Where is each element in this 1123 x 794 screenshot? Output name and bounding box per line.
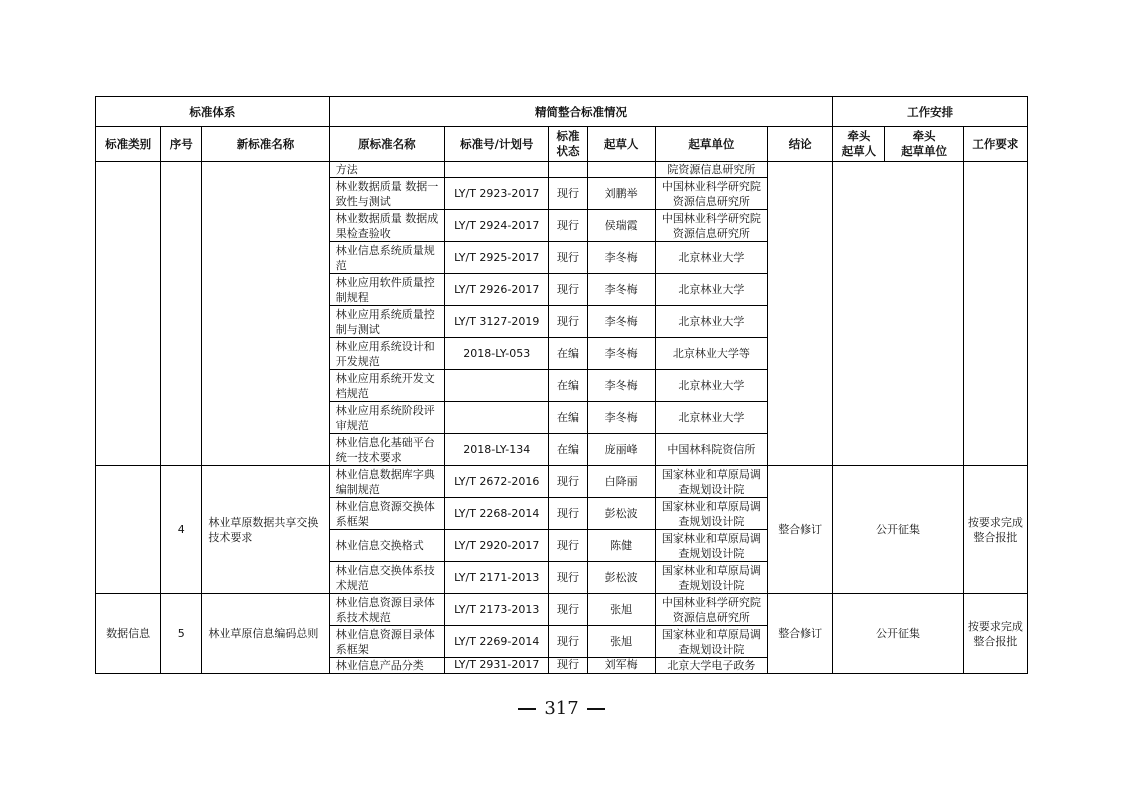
group-work-arrangement: 工作安排 bbox=[833, 97, 1028, 127]
cell-std-no: 2018-LY-134 bbox=[445, 434, 549, 466]
cell-std-no: LY/T 2173-2013 bbox=[445, 594, 549, 626]
cell-draft-unit: 北京大学电子政务 bbox=[655, 658, 767, 674]
cell-drafter: 彭松波 bbox=[587, 562, 655, 594]
table-row bbox=[96, 162, 1028, 178]
cell-new-name: 林业草原数据共享交换技术要求 bbox=[202, 466, 329, 594]
col-lead-unit bbox=[885, 127, 963, 162]
cell-status: 现行 bbox=[549, 306, 587, 338]
cell-category: 数据信息 bbox=[96, 594, 161, 674]
cell-std-no: LY/T 2269-2014 bbox=[445, 626, 549, 658]
cell-orig-name: 林业应用系统开发文档规范 bbox=[329, 370, 444, 402]
cell-conclusion: 整合修订 bbox=[768, 594, 833, 674]
cell-std-no bbox=[445, 402, 549, 434]
cell-draft-unit: 北京林业大学 bbox=[655, 274, 767, 306]
footer-dash-right bbox=[587, 708, 605, 710]
cell-drafter: 刘鹏举 bbox=[587, 178, 655, 210]
cell-drafter: 张旭 bbox=[587, 626, 655, 658]
table-row bbox=[96, 594, 1028, 626]
cell-status: 在编 bbox=[549, 370, 587, 402]
cell-status: 在编 bbox=[549, 402, 587, 434]
cell-orig-name: 方法 bbox=[329, 162, 444, 178]
cell-orig-name: 林业应用系统阶段评审规范 bbox=[329, 402, 444, 434]
cell-std-no: LY/T 3127-2019 bbox=[445, 306, 549, 338]
col-seq: 序号 bbox=[161, 127, 202, 162]
cell-status: 现行 bbox=[549, 466, 587, 498]
cell-drafter: 侯瑞霞 bbox=[587, 210, 655, 242]
col-status-line1: 标准 bbox=[556, 129, 580, 143]
header-group-row bbox=[96, 97, 1028, 127]
cell-drafter: 庞丽峰 bbox=[587, 434, 655, 466]
cell-lead-blank bbox=[833, 162, 963, 466]
group-integration-status: 精简整合标准情况 bbox=[329, 97, 833, 127]
cell-std-no: 2018-LY-053 bbox=[445, 338, 549, 370]
cell-drafter: 陈健 bbox=[587, 530, 655, 562]
cell-orig-name: 林业应用软件质量控制规程 bbox=[329, 274, 444, 306]
cell-orig-name: 林业信息系统质量规范 bbox=[329, 242, 444, 274]
col-std-no: 标准号/计划号 bbox=[445, 127, 549, 162]
col-status-line2: 状态 bbox=[556, 144, 580, 158]
cell-drafter: 李冬梅 bbox=[587, 274, 655, 306]
cell-std-no: LY/T 2171-2013 bbox=[445, 562, 549, 594]
cell-requirement-blank bbox=[963, 162, 1027, 466]
cell-requirement: 按要求完成整合报批 bbox=[963, 594, 1027, 674]
cell-std-no: LY/T 2931-2017 bbox=[445, 658, 549, 674]
table-row bbox=[96, 466, 1028, 498]
page-number: 317 bbox=[544, 698, 579, 719]
cell-orig-name: 林业信息数据库字典编制规范 bbox=[329, 466, 444, 498]
cell-drafter: 李冬梅 bbox=[587, 242, 655, 274]
cell-draft-unit: 国家林业和草原局调查规划设计院 bbox=[655, 498, 767, 530]
cell-drafter bbox=[587, 162, 655, 178]
cell-orig-name: 林业信息化基础平台统一技术要求 bbox=[329, 434, 444, 466]
col-lead-unit-line1: 牵头 bbox=[912, 129, 936, 143]
cell-seq: 5 bbox=[161, 594, 202, 674]
cell-status: 现行 bbox=[549, 274, 587, 306]
cell-status: 现行 bbox=[549, 626, 587, 658]
page-footer bbox=[0, 698, 1123, 719]
cell-orig-name: 林业应用系统质量控制与测试 bbox=[329, 306, 444, 338]
cell-status bbox=[549, 162, 587, 178]
cell-status: 现行 bbox=[549, 178, 587, 210]
footer-dash-left bbox=[518, 708, 536, 710]
col-conclusion: 结论 bbox=[768, 127, 833, 162]
standards-table bbox=[95, 96, 1028, 674]
cell-status: 现行 bbox=[549, 658, 587, 674]
cell-draft-unit: 国家林业和草原局调查规划设计院 bbox=[655, 466, 767, 498]
group-standard-system: 标准体系 bbox=[96, 97, 330, 127]
cell-drafter: 李冬梅 bbox=[587, 306, 655, 338]
cell-std-no: LY/T 2920-2017 bbox=[445, 530, 549, 562]
header-column-row bbox=[96, 127, 1028, 162]
cell-draft-unit: 国家林业和草原局调查规划设计院 bbox=[655, 562, 767, 594]
cell-status: 现行 bbox=[549, 530, 587, 562]
cell-drafter: 彭松波 bbox=[587, 498, 655, 530]
cell-std-no: LY/T 2925-2017 bbox=[445, 242, 549, 274]
cell-std-no bbox=[445, 162, 549, 178]
cell-orig-name: 林业数据质量 数据一致性与测试 bbox=[329, 178, 444, 210]
col-drafter: 起草人 bbox=[587, 127, 655, 162]
cell-lead: 公开征集 bbox=[833, 594, 963, 674]
cell-drafter: 李冬梅 bbox=[587, 338, 655, 370]
cell-conclusion-blank bbox=[768, 162, 833, 466]
cell-std-no: LY/T 2268-2014 bbox=[445, 498, 549, 530]
cell-status: 在编 bbox=[549, 434, 587, 466]
col-lead-drafter-line1: 牵头 bbox=[847, 129, 871, 143]
cell-status: 现行 bbox=[549, 498, 587, 530]
cell-category-blank bbox=[96, 162, 161, 466]
cell-std-no: LY/T 2923-2017 bbox=[445, 178, 549, 210]
cell-status: 现行 bbox=[549, 562, 587, 594]
cell-draft-unit: 国家林业和草原局调查规划设计院 bbox=[655, 626, 767, 658]
cell-category-blank bbox=[96, 466, 161, 594]
cell-new-name: 林业草原信息编码总则 bbox=[202, 594, 329, 674]
cell-seq-blank bbox=[161, 162, 202, 466]
cell-orig-name: 林业信息交换格式 bbox=[329, 530, 444, 562]
col-lead-drafter bbox=[833, 127, 885, 162]
col-requirement: 工作要求 bbox=[963, 127, 1027, 162]
cell-status: 现行 bbox=[549, 242, 587, 274]
cell-std-no: LY/T 2672-2016 bbox=[445, 466, 549, 498]
cell-draft-unit: 国家林业和草原局调查规划设计院 bbox=[655, 530, 767, 562]
cell-seq: 4 bbox=[161, 466, 202, 594]
cell-lead: 公开征集 bbox=[833, 466, 963, 594]
cell-requirement: 按要求完成整合报批 bbox=[963, 466, 1027, 594]
cell-status: 现行 bbox=[549, 210, 587, 242]
cell-conclusion: 整合修订 bbox=[768, 466, 833, 594]
cell-drafter: 刘军梅 bbox=[587, 658, 655, 674]
cell-new-name-blank bbox=[202, 162, 329, 466]
cell-draft-unit: 北京林业大学 bbox=[655, 402, 767, 434]
cell-drafter: 白降丽 bbox=[587, 466, 655, 498]
cell-orig-name: 林业信息资源交换体系框架 bbox=[329, 498, 444, 530]
cell-std-no: LY/T 2926-2017 bbox=[445, 274, 549, 306]
cell-status: 在编 bbox=[549, 338, 587, 370]
cell-std-no: LY/T 2924-2017 bbox=[445, 210, 549, 242]
col-lead-drafter-line2: 起草人 bbox=[841, 144, 877, 158]
cell-status: 现行 bbox=[549, 594, 587, 626]
cell-draft-unit: 北京林业大学等 bbox=[655, 338, 767, 370]
cell-draft-unit: 中国林业科学研究院资源信息研究所 bbox=[655, 178, 767, 210]
col-category: 标准类别 bbox=[96, 127, 161, 162]
cell-draft-unit: 院资源信息研究所 bbox=[655, 162, 767, 178]
cell-draft-unit: 中国林业科学研究院资源信息研究所 bbox=[655, 210, 767, 242]
col-draft-unit: 起草单位 bbox=[655, 127, 767, 162]
cell-draft-unit: 北京林业大学 bbox=[655, 306, 767, 338]
cell-drafter: 李冬梅 bbox=[587, 370, 655, 402]
cell-drafter: 李冬梅 bbox=[587, 402, 655, 434]
col-lead-unit-line2: 起草单位 bbox=[901, 144, 948, 158]
cell-draft-unit: 北京林业大学 bbox=[655, 242, 767, 274]
cell-drafter: 张旭 bbox=[587, 594, 655, 626]
cell-orig-name: 林业信息资源目录体系框架 bbox=[329, 626, 444, 658]
cell-orig-name: 林业信息产品分类 bbox=[329, 658, 444, 674]
cell-draft-unit: 中国林业科学研究院资源信息研究所 bbox=[655, 594, 767, 626]
cell-draft-unit: 北京林业大学 bbox=[655, 370, 767, 402]
col-new-name: 新标准名称 bbox=[202, 127, 329, 162]
cell-orig-name: 林业应用系统设计和开发规范 bbox=[329, 338, 444, 370]
cell-orig-name: 林业数据质量 数据成果检查验收 bbox=[329, 210, 444, 242]
col-status bbox=[549, 127, 587, 162]
cell-draft-unit: 中国林科院资信所 bbox=[655, 434, 767, 466]
col-orig-name: 原标准名称 bbox=[329, 127, 444, 162]
cell-orig-name: 林业信息资源目录体系技术规范 bbox=[329, 594, 444, 626]
cell-orig-name: 林业信息交换体系技术规范 bbox=[329, 562, 444, 594]
cell-std-no bbox=[445, 370, 549, 402]
